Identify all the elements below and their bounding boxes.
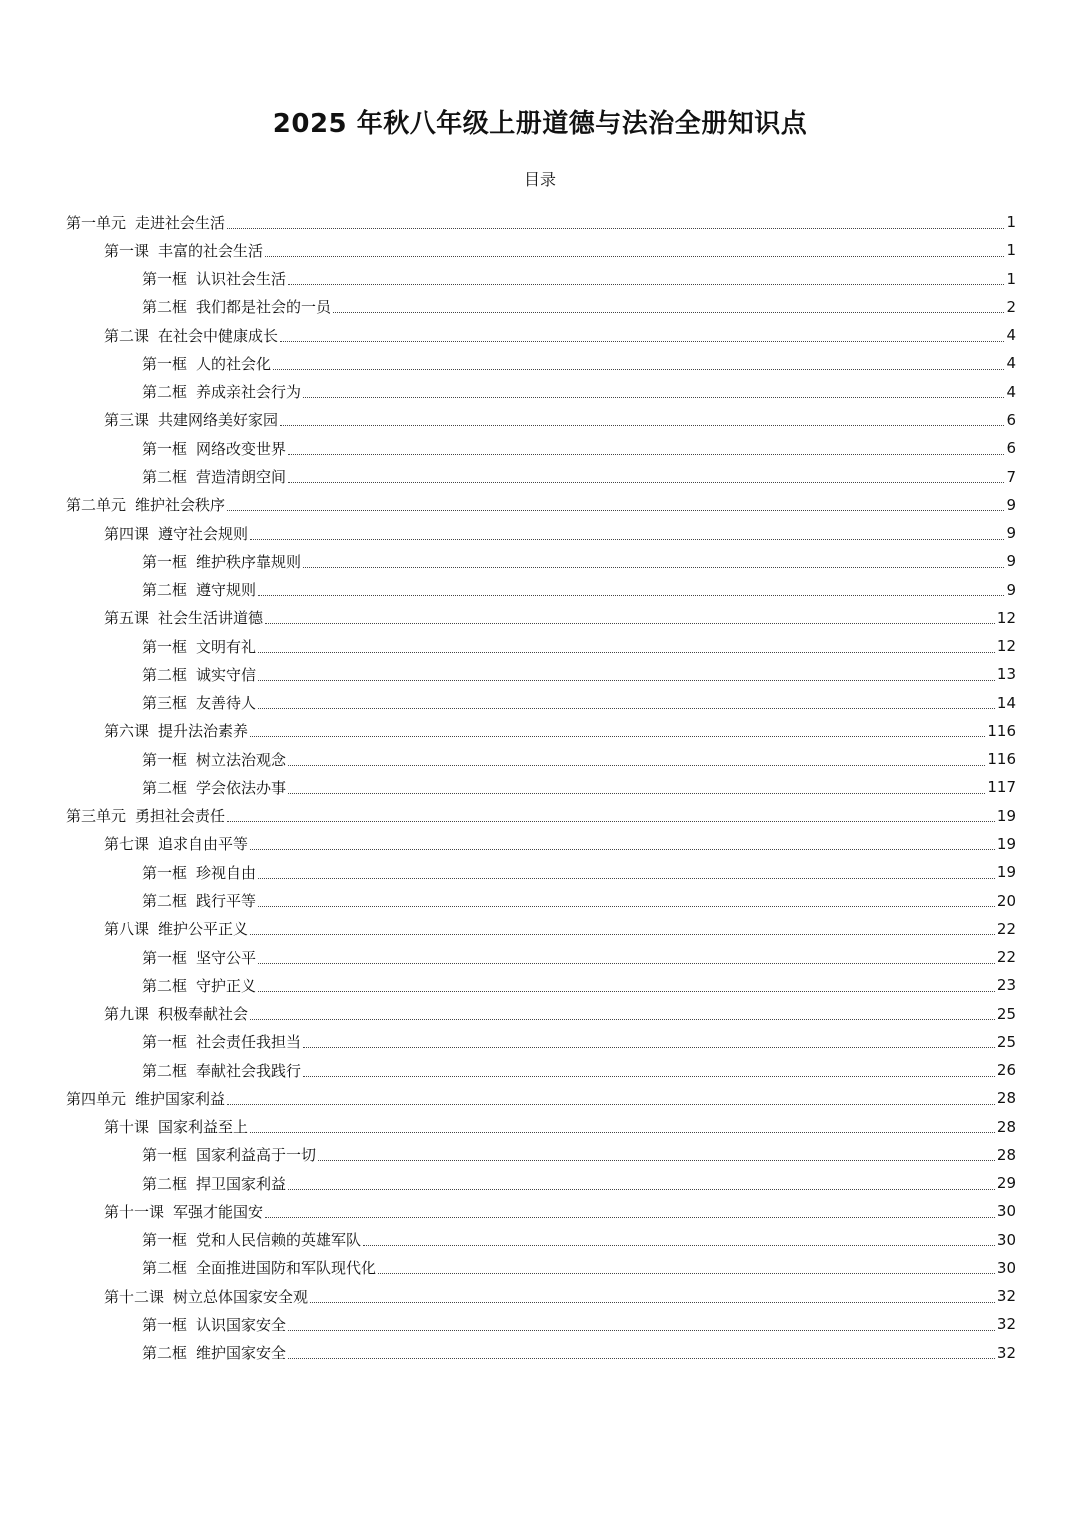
toc-entry-title: 维护秩序靠规则 [196, 552, 302, 571]
toc-entry-page-number: 14 [996, 693, 1016, 712]
toc-entry[interactable] [66, 378, 1016, 406]
toc-entry-title: 人的社会化 [196, 354, 272, 373]
toc-entry-label [142, 551, 301, 572]
toc-entry-title: 遵守规则 [196, 581, 257, 600]
toc-entry-number: 第八课 [104, 920, 150, 939]
toc-entry-page-number: 117 [987, 778, 1016, 797]
toc-entry-page-number: 4 [1006, 354, 1016, 373]
toc-entry[interactable] [66, 1084, 1016, 1112]
toc-entry-label [142, 1173, 286, 1194]
toc-entry-title: 积极奉献社会 [158, 1005, 249, 1024]
toc-dot-leader [265, 1207, 995, 1218]
toc-dot-leader [258, 896, 995, 907]
toc-entry-title: 诚实守信 [196, 665, 257, 684]
toc-dot-leader [288, 1320, 995, 1331]
toc-entry-number: 第五课 [104, 609, 150, 628]
toc-entry-title: 全面推进国防和军队现代化 [196, 1259, 377, 1278]
toc-entry-label [104, 720, 248, 741]
toc-entry-number: 第一框 [142, 270, 188, 289]
toc-entry-page-number: 25 [996, 1004, 1016, 1023]
toc-dot-leader [265, 246, 1004, 257]
toc-entry-label [104, 833, 248, 854]
toc-entry-number: 第一框 [142, 863, 188, 882]
toc-entry-title: 共建网络美好家园 [158, 411, 279, 430]
toc-dot-leader [303, 1037, 995, 1048]
toc-entry[interactable] [66, 717, 1016, 745]
toc-entry-page-number: 26 [996, 1061, 1016, 1080]
toc-entry-label [142, 296, 331, 317]
toc-entry[interactable] [66, 1056, 1016, 1084]
toc-entry[interactable] [66, 265, 1016, 293]
toc-entry-title: 营造清朗空间 [196, 468, 287, 487]
toc-entry-number: 第二框 [142, 1061, 188, 1080]
toc-entry[interactable] [66, 1226, 1016, 1254]
toc-dot-leader [258, 670, 995, 681]
toc-entry-title: 走进社会生活 [135, 213, 226, 232]
toc-entry-page-number: 9 [1006, 580, 1016, 599]
toc-entry-number: 第二框 [142, 581, 188, 600]
toc-entry[interactable] [66, 802, 1016, 830]
toc-entry-label [104, 240, 263, 261]
toc-dot-leader [250, 924, 995, 935]
toc-entry-number: 第三课 [104, 411, 150, 430]
toc-entry-title: 在社会中健康成长 [158, 326, 279, 345]
toc-entry-title: 树立法治观念 [196, 750, 287, 769]
toc-entry-number: 第二框 [142, 383, 188, 402]
toc-dot-leader [250, 726, 985, 737]
toc-entry[interactable] [66, 575, 1016, 603]
toc-entry[interactable] [66, 1113, 1016, 1141]
toc-entry[interactable] [66, 491, 1016, 519]
toc-entry-page-number: 20 [996, 891, 1016, 910]
toc-entry-title: 遵守社会规则 [158, 524, 249, 543]
toc-entry-number: 第三单元 [66, 807, 127, 826]
toc-entry-title: 认识国家安全 [196, 1315, 287, 1334]
toc-entry-number: 第十二课 [104, 1287, 165, 1306]
toc-dot-leader [258, 981, 995, 992]
toc-entry-label [104, 523, 248, 544]
toc-entry[interactable] [66, 858, 1016, 886]
toc-entry[interactable] [66, 604, 1016, 632]
toc-entry-number: 第一框 [142, 1315, 188, 1334]
toc-dot-leader [280, 415, 1004, 426]
toc-dot-leader [250, 529, 1004, 540]
toc-entry[interactable] [66, 1169, 1016, 1197]
toc-entry[interactable] [66, 434, 1016, 462]
toc-dot-leader [258, 868, 995, 879]
toc-dot-leader [273, 359, 1004, 370]
toc-entry[interactable] [66, 1282, 1016, 1310]
toc-entry-page-number: 6 [1006, 410, 1016, 429]
toc-entry-number: 第一课 [104, 241, 150, 260]
toc-entry-title: 养成亲社会行为 [196, 383, 302, 402]
toc-entry-number: 第二框 [142, 665, 188, 684]
toc-entry-label [66, 212, 225, 233]
toc-entry-label [104, 1116, 248, 1137]
toc-entry-title: 树立总体国家安全观 [173, 1287, 309, 1306]
toc-dot-leader [258, 585, 1004, 596]
toc-entry-label [142, 1342, 286, 1363]
toc-entry-number: 第二框 [142, 468, 188, 487]
toc-dot-leader [303, 557, 1004, 568]
toc-entry-title: 社会生活讲道德 [158, 609, 264, 628]
toc-entry[interactable] [66, 971, 1016, 999]
toc-entry-number: 第一框 [142, 637, 188, 656]
toc-entry-label [142, 381, 301, 402]
toc-entry-number: 第六课 [104, 722, 150, 741]
toc-entry-page-number: 1 [1006, 269, 1016, 288]
toc-dot-leader [250, 839, 995, 850]
toc-dot-leader [258, 698, 995, 709]
toc-dot-leader [288, 783, 985, 794]
toc-entry[interactable] [66, 1141, 1016, 1169]
toc-entry-label [142, 975, 256, 996]
toc-entry-label [104, 1201, 263, 1222]
toc-entry-title: 维护公平正义 [158, 920, 249, 939]
toc-entry[interactable] [66, 745, 1016, 773]
toc-entry-title: 践行平等 [196, 892, 257, 910]
toc-entry-title: 维护社会秩序 [135, 496, 226, 515]
toc-dot-leader [303, 387, 1004, 398]
toc-entry-page-number: 19 [996, 806, 1016, 825]
toc-entry-title: 我们都是社会的一员 [196, 298, 332, 317]
toc-entry[interactable] [66, 830, 1016, 858]
toc-entry[interactable] [66, 886, 1016, 914]
toc-entry[interactable] [66, 349, 1016, 377]
toc-entry-title: 国家利益高于一切 [196, 1146, 317, 1165]
toc-entry-page-number: 13 [996, 665, 1016, 684]
toc-dot-leader [258, 642, 995, 653]
toc-entry-page-number: 7 [1006, 467, 1016, 486]
toc-entry-number: 第一框 [142, 948, 188, 967]
toc-entry-title: 军强才能国安 [173, 1202, 264, 1221]
toc-entry-number: 第一框 [142, 552, 188, 571]
toc-dot-leader [250, 1122, 995, 1133]
toc-entry-label [104, 1003, 248, 1024]
toc-entry-label [142, 636, 256, 657]
toc-entry-page-number: 1 [1006, 213, 1016, 232]
toc-entry[interactable] [66, 999, 1016, 1027]
toc-entry-title: 学会依法办事 [196, 778, 287, 797]
toc-entry-title: 珍视自由 [196, 863, 257, 882]
toc-entry-number: 第二单元 [66, 496, 127, 515]
toc-dot-leader [363, 1235, 995, 1246]
toc-entry-page-number: 12 [996, 608, 1016, 627]
toc-entry[interactable] [66, 1197, 1016, 1225]
toc-entry-page-number: 116 [987, 750, 1016, 769]
toc-entry-label [142, 1060, 301, 1081]
toc-entry-page-number: 30 [996, 1230, 1016, 1249]
toc-dot-leader [288, 1179, 995, 1190]
toc-entry-label [66, 1088, 225, 1109]
toc-entry[interactable] [66, 660, 1016, 688]
toc-entry-label [104, 1286, 308, 1307]
toc-entry-title: 社会责任我担当 [196, 1033, 302, 1052]
toc-dot-leader [227, 218, 1004, 229]
toc-dot-leader [227, 500, 1004, 511]
toc-entry-label [142, 268, 286, 289]
toc-dot-leader [288, 755, 985, 766]
toc-entry-title: 认识社会生活 [196, 270, 287, 289]
toc-entry-label [142, 1229, 361, 1250]
toc-entry-title: 坚守公平 [196, 948, 257, 967]
toc-entry-number: 第二框 [142, 1344, 188, 1363]
toc-entry-title: 丰富的社会生活 [158, 241, 264, 260]
toc-entry-page-number: 116 [987, 721, 1016, 740]
toc-entry-number: 第七课 [104, 835, 150, 854]
toc-dot-leader [280, 331, 1004, 342]
toc-entry[interactable] [66, 293, 1016, 321]
toc-entry[interactable] [66, 632, 1016, 660]
toc-entry[interactable] [66, 321, 1016, 349]
table-of-contents [66, 208, 1016, 1367]
toc-entry-label [66, 494, 225, 515]
toc-entry-label [142, 947, 256, 968]
toc-entry-number: 第一单元 [66, 213, 127, 232]
toc-dot-leader [258, 953, 995, 964]
toc-dot-leader [378, 1263, 995, 1274]
toc-entry-title: 党和人民信赖的英雄军队 [196, 1231, 362, 1250]
toc-entry-page-number: 28 [996, 1089, 1016, 1108]
toc-entry-page-number: 9 [1006, 552, 1016, 571]
toc-entry-title: 维护国家安全 [196, 1344, 287, 1363]
toc-entry-label [104, 918, 248, 939]
toc-heading: 目录 [523, 170, 556, 189]
toc-entry-label [142, 749, 286, 770]
toc-entry-label [142, 438, 286, 459]
toc-entry-title: 友善待人 [196, 694, 257, 713]
toc-entry-label [142, 1314, 286, 1335]
toc-entry-label [104, 409, 278, 430]
toc-entry-number: 第二框 [142, 1174, 188, 1193]
toc-entry[interactable] [66, 943, 1016, 971]
toc-entry-number: 第十课 [104, 1118, 150, 1137]
toc-dot-leader [265, 613, 995, 624]
toc-entry-title: 追求自由平等 [158, 835, 249, 854]
toc-entry-number: 第一框 [142, 1146, 188, 1165]
toc-entry[interactable] [66, 208, 1016, 236]
toc-entry-label [142, 890, 256, 911]
toc-entry[interactable] [66, 773, 1016, 801]
toc-entry[interactable] [66, 462, 1016, 490]
toc-dot-leader [303, 1066, 995, 1077]
toc-entry-page-number: 4 [1006, 326, 1016, 345]
toc-entry-page-number: 29 [996, 1174, 1016, 1193]
toc-dot-leader [288, 1348, 995, 1359]
toc-entry-label [66, 805, 225, 826]
toc-entry-title: 捍卫国家利益 [196, 1174, 287, 1193]
toc-entry-title: 奉献社会我践行 [196, 1061, 302, 1080]
toc-entry-number: 第十一课 [104, 1202, 165, 1221]
toc-entry-title: 提升法治素养 [158, 722, 249, 741]
toc-entry-title: 维护国家利益 [135, 1089, 226, 1108]
toc-entry-title: 勇担社会责任 [135, 807, 226, 826]
toc-dot-leader [333, 302, 1004, 313]
toc-entry-number: 第一框 [142, 439, 188, 458]
toc-entry[interactable] [66, 689, 1016, 717]
toc-entry-label [104, 325, 278, 346]
toc-entry-page-number: 25 [996, 1032, 1016, 1051]
toc-entry-number: 第二框 [142, 778, 188, 797]
toc-entry-page-number: 19 [996, 863, 1016, 882]
toc-entry-number: 第四单元 [66, 1089, 127, 1108]
toc-entry-page-number: 22 [996, 948, 1016, 967]
toc-entry-page-number: 9 [1006, 524, 1016, 543]
toc-entry-title: 国家利益至上 [158, 1118, 249, 1137]
toc-entry-label [104, 607, 263, 628]
toc-entry[interactable] [66, 406, 1016, 434]
toc-entry[interactable] [66, 1339, 1016, 1367]
toc-dot-leader [288, 274, 1004, 285]
toc-entry-page-number: 32 [996, 1315, 1016, 1334]
toc-entry[interactable] [66, 1310, 1016, 1338]
toc-entry-page-number: 30 [996, 1202, 1016, 1221]
toc-entry-page-number: 19 [996, 834, 1016, 853]
toc-entry-label [142, 353, 271, 374]
toc-entry-label [142, 664, 256, 685]
toc-entry-number: 第四课 [104, 524, 150, 543]
toc-entry-number: 第九课 [104, 1005, 150, 1024]
toc-dot-leader [288, 444, 1004, 455]
toc-entry-label [142, 1144, 316, 1165]
toc-entry[interactable] [66, 519, 1016, 547]
toc-entry-label [142, 692, 256, 713]
toc-entry-page-number: 28 [996, 1145, 1016, 1164]
toc-dot-leader [250, 1009, 995, 1020]
toc-entry-number: 第二框 [142, 976, 188, 995]
toc-entry-page-number: 12 [996, 637, 1016, 656]
toc-entry[interactable] [66, 1254, 1016, 1282]
toc-dot-leader [318, 1150, 995, 1161]
toc-entry-number: 第二框 [142, 892, 188, 910]
toc-entry-number: 第一框 [142, 1033, 188, 1052]
toc-entry[interactable] [66, 915, 1016, 943]
toc-entry-page-number: 32 [996, 1343, 1016, 1362]
toc-entry-page-number: 4 [1006, 382, 1016, 401]
toc-entry[interactable] [66, 547, 1016, 575]
toc-dot-leader [227, 1094, 995, 1105]
toc-entry-title: 网络改变世界 [196, 439, 287, 458]
toc-entry-number: 第二框 [142, 298, 188, 317]
toc-entry-label [142, 777, 286, 798]
toc-entry-page-number: 22 [996, 919, 1016, 938]
document-title: 2025 年秋八年级上册道德与法治全册知识点 [272, 109, 808, 139]
toc-entry-label [142, 862, 256, 883]
toc-entry-label [142, 466, 286, 487]
toc-entry-label [142, 1031, 301, 1052]
toc-entry-page-number: 9 [1006, 495, 1016, 514]
toc-entry-number: 第二课 [104, 326, 150, 345]
toc-entry-title: 文明有礼 [196, 637, 257, 656]
toc-entry-label [142, 579, 256, 600]
toc-entry-page-number: 1 [1006, 241, 1016, 260]
toc-dot-leader [310, 1292, 995, 1303]
toc-entry-label [142, 1257, 376, 1278]
toc-entry[interactable] [66, 236, 1016, 264]
toc-entry-page-number: 23 [996, 976, 1016, 995]
toc-dot-leader [288, 472, 1004, 483]
toc-entry-number: 第三框 [142, 694, 188, 713]
toc-entry-page-number: 30 [996, 1258, 1016, 1277]
toc-entry-page-number: 6 [1006, 439, 1016, 458]
toc-entry-page-number: 2 [1006, 297, 1016, 316]
toc-dot-leader [227, 811, 995, 822]
toc-entry-number: 第二框 [142, 1259, 188, 1278]
toc-entry-title: 守护正义 [196, 976, 257, 995]
toc-entry-page-number: 28 [996, 1117, 1016, 1136]
toc-entry-number: 第一框 [142, 354, 188, 373]
toc-entry-number: 第一框 [142, 750, 188, 769]
toc-entry[interactable] [66, 1028, 1016, 1056]
toc-entry-page-number: 32 [996, 1287, 1016, 1306]
toc-entry-number: 第一框 [142, 1231, 188, 1250]
